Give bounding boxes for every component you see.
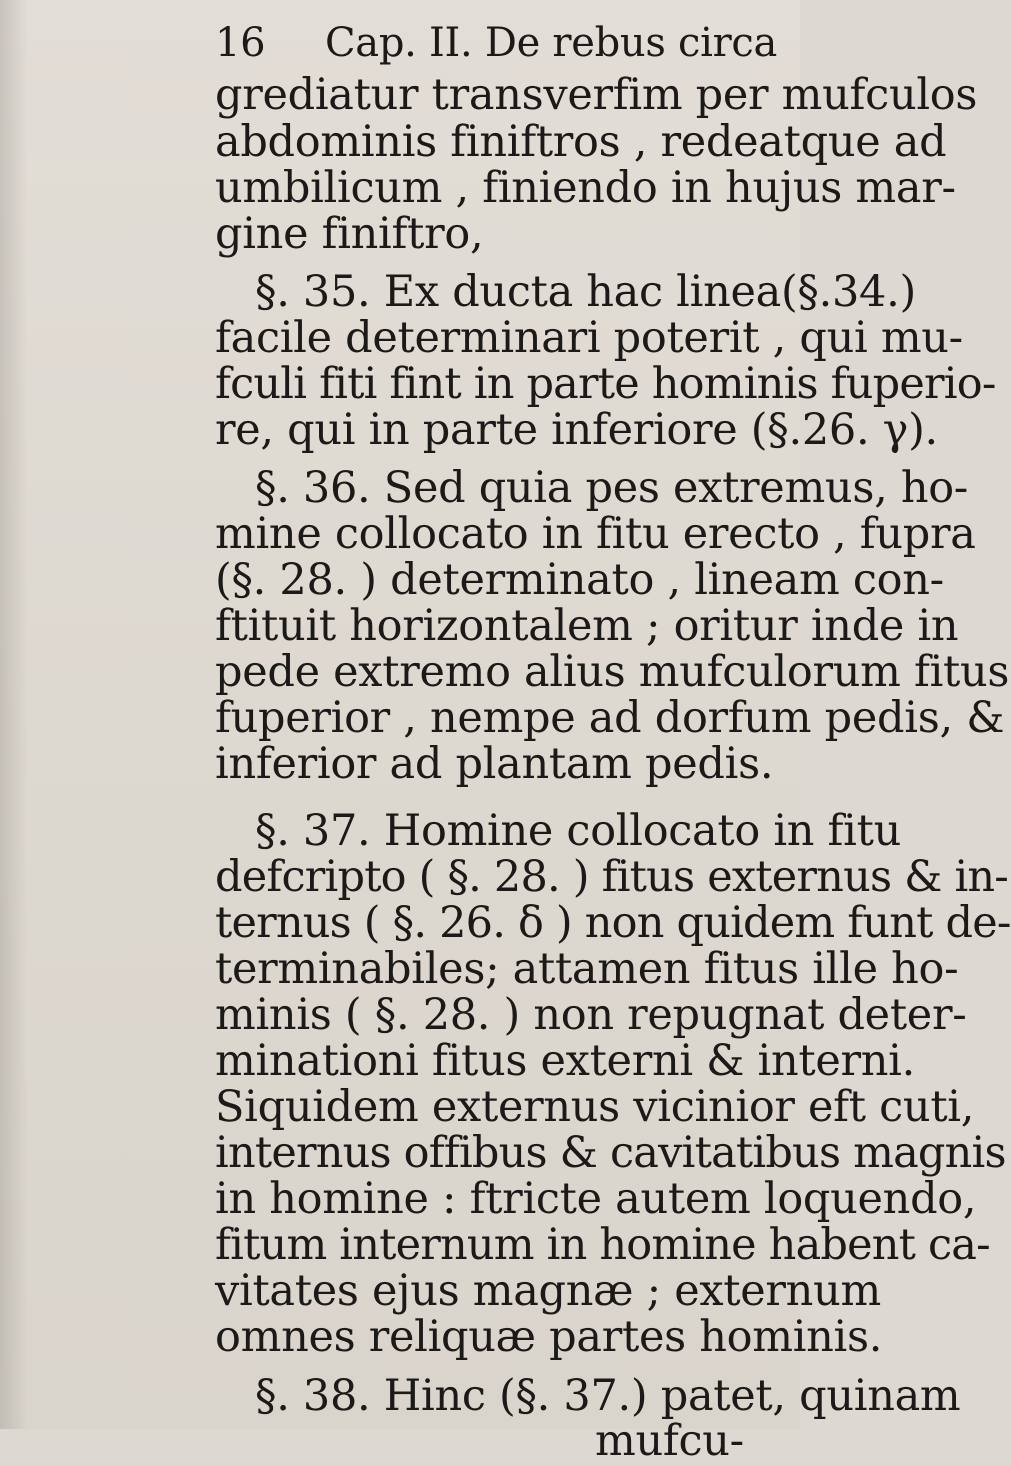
text-line-18: ternus ( §. 26. δ ) non quidem funt de-: [215, 898, 1011, 948]
text-line-12: ftituit horizontalem ; oritur inde in: [215, 601, 959, 651]
text-line-25: fitum internum in homine habent ca-: [215, 1220, 990, 1270]
text-line-20: minis ( §. 28. ) non repugnat deter-: [215, 990, 967, 1040]
section-37-heading: §. 37. Homine collocato in fitu: [255, 806, 901, 856]
text-line-26: vitates ejus magnæ ; externum: [215, 1266, 881, 1316]
text-line-23: internus offibus & cavitatibus magnis: [215, 1128, 1006, 1178]
section-35-heading: §. 35. Ex ducta hac linea(§.34.): [255, 267, 916, 317]
running-title: Cap. II. De rebus circa: [325, 20, 778, 66]
text-line-2: abdominis finiftros , redeatque ad: [215, 117, 947, 167]
section-38-heading: §. 38. Hinc (§. 37.) patet, quinam: [255, 1371, 961, 1421]
text-line-10: mine collocato in fitu erecto , fupra: [215, 509, 976, 559]
text-line-21: minationi fitus externi & interni.: [215, 1036, 915, 1086]
text-line-19: terminabiles; attamen fitus ille ho-: [215, 944, 959, 994]
text-line-24: in homine : ftricte autem loquendo,: [215, 1174, 977, 1224]
text-line-15: inferior ad plantam pedis.: [215, 739, 774, 789]
text-line-4: gine finiftro,: [215, 209, 484, 259]
text-line-1: grediatur transverfim per mufculos: [215, 70, 978, 120]
text-line-6: facile determinari poterit , qui mu-: [215, 313, 963, 363]
text-line-11: (§. 28. ) determinato , lineam con-: [215, 555, 944, 605]
text-line-13: pede extremo alius mufculorum fitus: [215, 647, 1010, 697]
text-line-17: defcripto ( §. 28. ) fitus externus & in-: [215, 852, 1009, 902]
text-line-3: umbilicum , finiendo in hujus mar-: [215, 163, 956, 213]
text-line-8: re, qui in parte inferiore (§.26. γ).: [215, 405, 938, 455]
text-line-27: omnes reliquæ partes hominis.: [215, 1312, 883, 1362]
text-line-7: fculi fiti fint in parte hominis fuperio-: [215, 359, 996, 409]
page-edge-shadow: [0, 0, 28, 1429]
catchword: mufcu-: [595, 1416, 744, 1466]
section-36-heading: §. 36. Sed quia pes extremus, ho-: [255, 463, 969, 513]
text-line-22: Siquidem externus vicinior eft cuti,: [215, 1082, 975, 1132]
page-number: 16: [215, 20, 266, 66]
text-line-14: fuperior , nempe ad dorfum pedis, &: [215, 693, 1005, 743]
